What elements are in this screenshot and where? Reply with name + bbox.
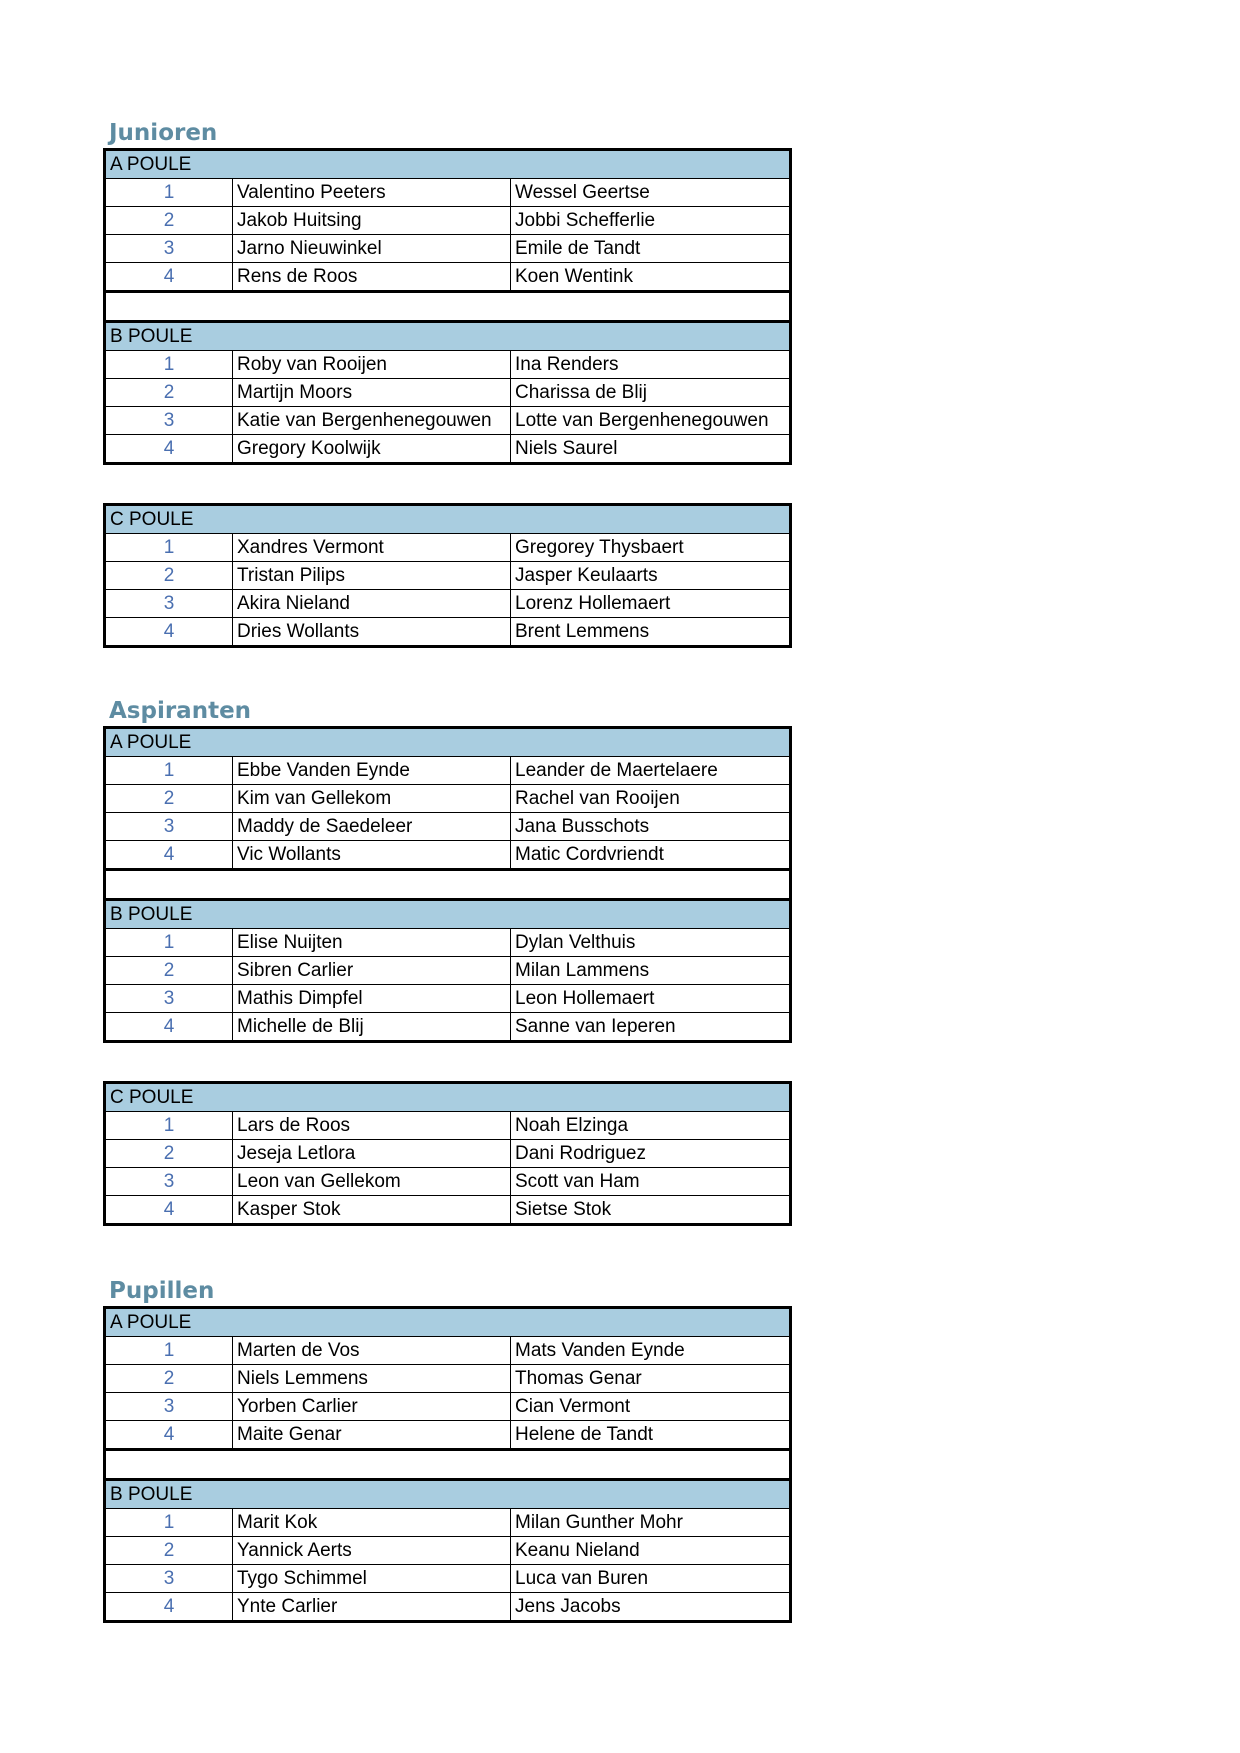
pair-number: 2 [105, 379, 233, 407]
table-row [105, 1140, 791, 1168]
pair-number: 2 [105, 1140, 233, 1168]
player-1: Valentino Peeters [233, 179, 511, 207]
player-1: Akira Nieland [233, 590, 511, 618]
pair-number: 4 [105, 841, 233, 870]
table-row [105, 351, 791, 379]
player-1: Ynte Carlier [233, 1593, 511, 1622]
table-row [105, 785, 791, 813]
pair-number: 2 [105, 1365, 233, 1393]
pair-number: 1 [105, 929, 233, 957]
player-1: Vic Wollants [233, 841, 511, 870]
player-1: Jeseja Letlora [233, 1140, 511, 1168]
pair-number: 1 [105, 757, 233, 785]
player-2: Noah Elzinga [511, 1112, 791, 1140]
section-title-pupillen: Pupillen [109, 1278, 215, 1304]
player-2: Charissa de Blij [511, 379, 791, 407]
player-1: Mathis Dimpfel [233, 985, 511, 1013]
player-1: Marten de Vos [233, 1337, 511, 1365]
player-2: Keanu Nieland [511, 1537, 791, 1565]
player-2: Milan Gunther Mohr [511, 1509, 791, 1537]
pair-number: 4 [105, 1593, 233, 1622]
table-row [105, 1393, 791, 1421]
player-2: Sanne van Ieperen [511, 1013, 791, 1042]
table-row [105, 985, 791, 1013]
pair-number: 2 [105, 562, 233, 590]
player-1: Rens de Roos [233, 263, 511, 292]
player-2: Dylan Velthuis [511, 929, 791, 957]
poule-header: A POULE [105, 728, 791, 757]
pair-number: 2 [105, 957, 233, 985]
pair-number: 1 [105, 1112, 233, 1140]
table-row [105, 562, 791, 590]
player-1: Elise Nuijten [233, 929, 511, 957]
table-row [105, 929, 791, 957]
player-2: Emile de Tandt [511, 235, 791, 263]
player-1: Maddy de Saedeleer [233, 813, 511, 841]
section-title-aspiranten: Aspiranten [109, 698, 252, 724]
player-2: Sietse Stok [511, 1196, 791, 1225]
pair-number: 1 [105, 1337, 233, 1365]
player-1: Marit Kok [233, 1509, 511, 1537]
pair-number: 1 [105, 351, 233, 379]
player-1: Jarno Nieuwinkel [233, 235, 511, 263]
player-2: Lotte van Bergenhenegouwen [511, 407, 791, 435]
poule-table-junioren-c [103, 503, 792, 648]
player-2: Jobbi Schefferlie [511, 207, 791, 235]
table-row [105, 1112, 791, 1140]
player-2: Jana Busschots [511, 813, 791, 841]
table-row [105, 379, 791, 407]
pair-number: 3 [105, 1565, 233, 1593]
player-2: Lorenz Hollemaert [511, 590, 791, 618]
player-2: Mats Vanden Eynde [511, 1337, 791, 1365]
player-1: Kim van Gellekom [233, 785, 511, 813]
player-2: Leander de Maertelaere [511, 757, 791, 785]
pair-number: 4 [105, 618, 233, 647]
poule-table-aspiranten-c [103, 1081, 792, 1226]
poule-header: C POULE [105, 505, 791, 534]
pair-number: 3 [105, 235, 233, 263]
table-row [105, 1013, 791, 1042]
table-row [105, 1509, 791, 1537]
player-2: Koen Wentink [511, 263, 791, 292]
pair-number: 2 [105, 1537, 233, 1565]
player-2: Cian Vermont [511, 1393, 791, 1421]
player-1: Tristan Pilips [233, 562, 511, 590]
player-2: Leon Hollemaert [511, 985, 791, 1013]
player-2: Brent Lemmens [511, 618, 791, 647]
section-title-junioren: Junioren [109, 120, 218, 146]
player-1: Gregory Koolwijk [233, 435, 511, 464]
pair-number: 4 [105, 1013, 233, 1042]
player-1: Sibren Carlier [233, 957, 511, 985]
poule-header: B POULE [105, 900, 791, 929]
table-row [105, 1537, 791, 1565]
player-1: Katie van Bergenhenegouwen [233, 407, 511, 435]
table-row [105, 1337, 791, 1365]
player-1: Michelle de Blij [233, 1013, 511, 1042]
poule-header: A POULE [105, 1308, 791, 1337]
player-2: Ina Renders [511, 351, 791, 379]
table-row [105, 841, 791, 870]
poule-header: A POULE [105, 150, 791, 179]
pair-number: 4 [105, 1196, 233, 1225]
pair-number: 4 [105, 435, 233, 464]
table-row [105, 534, 791, 562]
pair-number: 3 [105, 590, 233, 618]
player-2: Wessel Geertse [511, 179, 791, 207]
table-row [105, 813, 791, 841]
table-row [105, 618, 791, 647]
table-row [105, 590, 791, 618]
player-1: Ebbe Vanden Eynde [233, 757, 511, 785]
player-2: Gregorey Thysbaert [511, 534, 791, 562]
table-row [105, 435, 791, 464]
poule-table-junioren-a-b [103, 148, 792, 465]
pair-number: 2 [105, 785, 233, 813]
player-1: Leon van Gellekom [233, 1168, 511, 1196]
player-1: Lars de Roos [233, 1112, 511, 1140]
player-2: Thomas Genar [511, 1365, 791, 1393]
pair-number: 3 [105, 407, 233, 435]
table-row [105, 1565, 791, 1593]
player-2: Helene de Tandt [511, 1421, 791, 1450]
poule-header: C POULE [105, 1083, 791, 1112]
player-2: Scott van Ham [511, 1168, 791, 1196]
player-2: Milan Lammens [511, 957, 791, 985]
poule-header: B POULE [105, 322, 791, 351]
player-1: Jakob Huitsing [233, 207, 511, 235]
pair-number: 4 [105, 1421, 233, 1450]
player-1: Dries Wollants [233, 618, 511, 647]
player-2: Matic Cordvriendt [511, 841, 791, 870]
table-row [105, 207, 791, 235]
player-2: Jasper Keulaarts [511, 562, 791, 590]
spacer-row [105, 292, 791, 322]
table-row [105, 757, 791, 785]
pair-number: 2 [105, 207, 233, 235]
player-1: Roby van Rooijen [233, 351, 511, 379]
pair-number: 3 [105, 1393, 233, 1421]
pair-number: 1 [105, 1509, 233, 1537]
player-1: Yorben Carlier [233, 1393, 511, 1421]
player-2: Dani Rodriguez [511, 1140, 791, 1168]
poule-table-pupillen-a-b [103, 1306, 792, 1623]
player-1: Kasper Stok [233, 1196, 511, 1225]
table-row [105, 1196, 791, 1225]
pair-number: 3 [105, 813, 233, 841]
pair-number: 3 [105, 1168, 233, 1196]
player-1: Martijn Moors [233, 379, 511, 407]
pair-number: 1 [105, 179, 233, 207]
player-2: Jens Jacobs [511, 1593, 791, 1622]
pair-number: 3 [105, 985, 233, 1013]
player-1: Tygo Schimmel [233, 1565, 511, 1593]
pair-number: 4 [105, 263, 233, 292]
player-2: Luca van Buren [511, 1565, 791, 1593]
pair-number: 1 [105, 534, 233, 562]
table-row [105, 235, 791, 263]
poule-header: B POULE [105, 1480, 791, 1509]
table-row [105, 263, 791, 292]
table-row [105, 179, 791, 207]
table-row [105, 1168, 791, 1196]
spacer-row [105, 1450, 791, 1480]
player-1: Xandres Vermont [233, 534, 511, 562]
spacer-row [105, 870, 791, 900]
player-1: Maite Genar [233, 1421, 511, 1450]
player-1: Niels Lemmens [233, 1365, 511, 1393]
poule-table-aspiranten-a-b [103, 726, 792, 1043]
table-row [105, 1593, 791, 1622]
player-2: Rachel van Rooijen [511, 785, 791, 813]
table-row [105, 1421, 791, 1450]
player-2: Niels Saurel [511, 435, 791, 464]
player-1: Yannick Aerts [233, 1537, 511, 1565]
table-row [105, 957, 791, 985]
table-row [105, 407, 791, 435]
table-row [105, 1365, 791, 1393]
